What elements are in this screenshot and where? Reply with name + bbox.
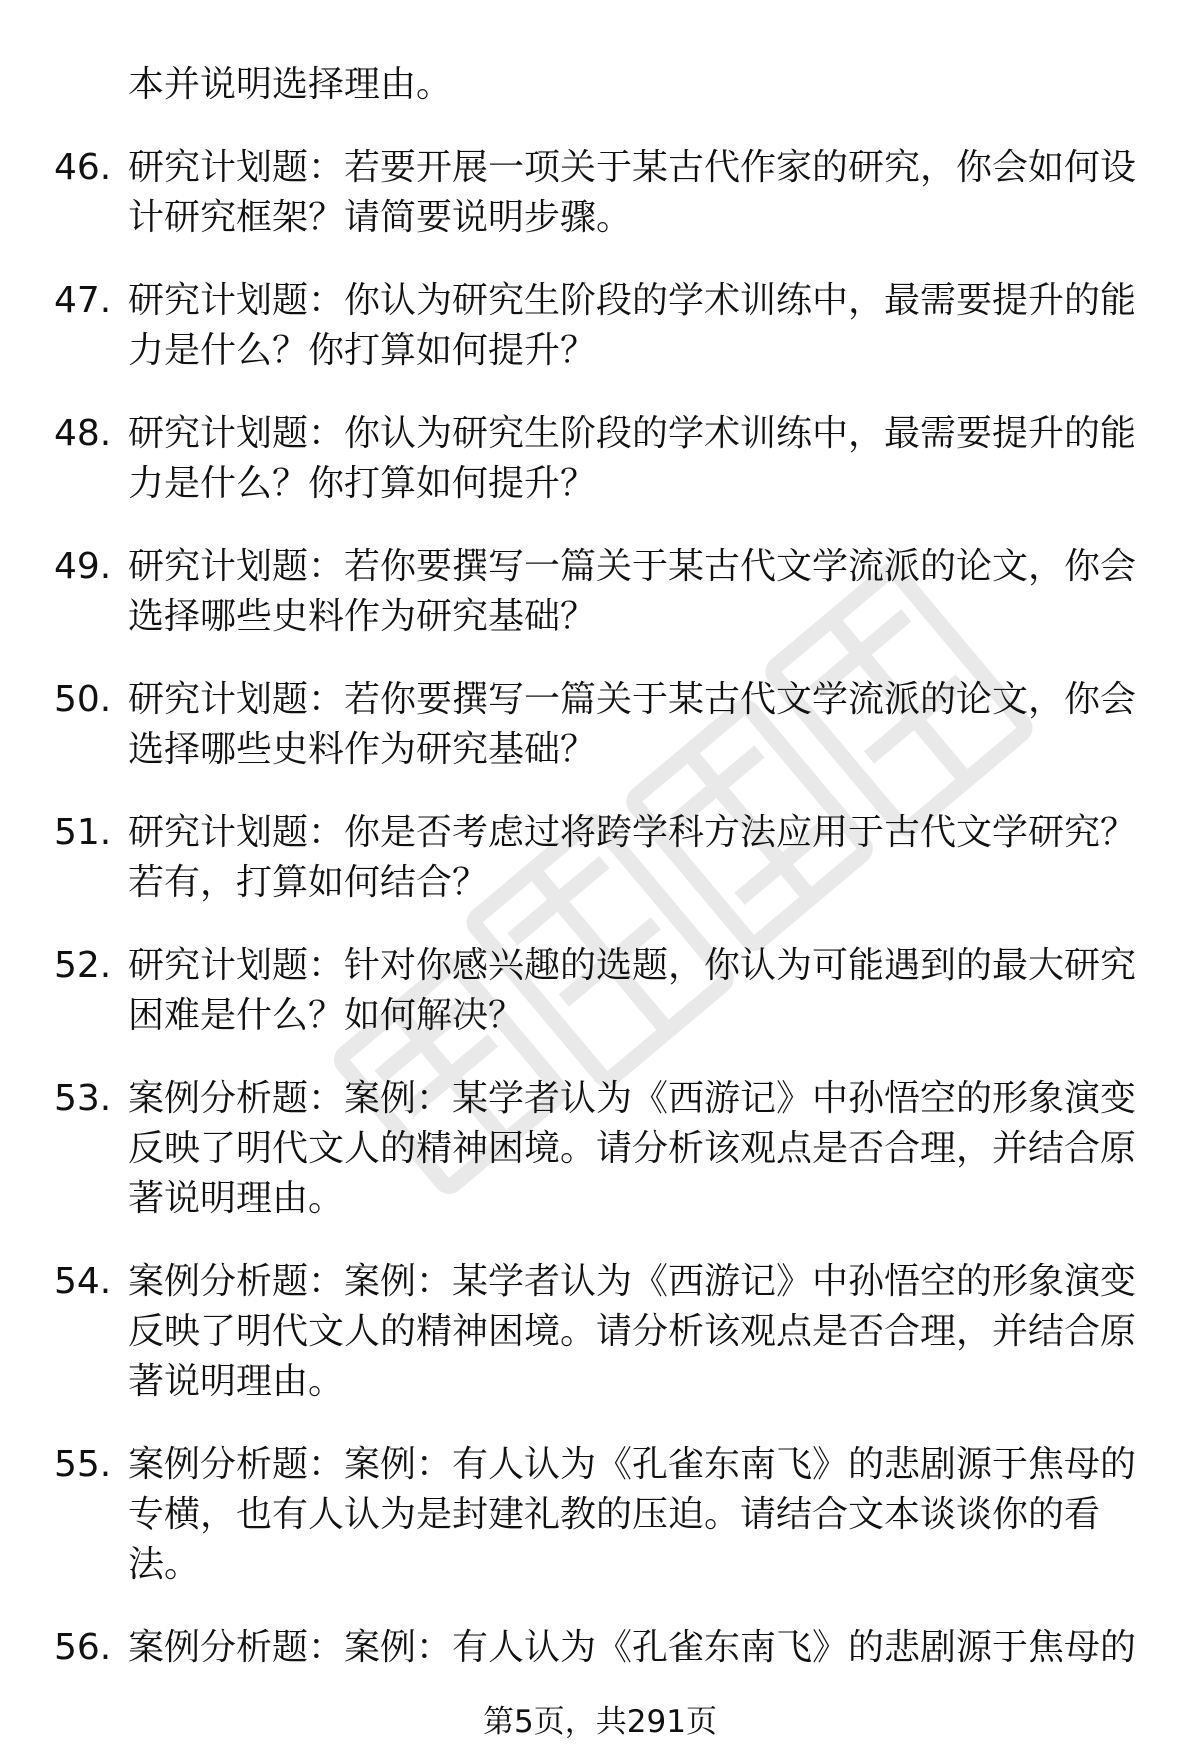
question-item [54, 409, 1144, 509]
question-item [54, 1623, 1144, 1673]
question-text: 研究计划题：你认为研究生阶段的学术训练中，最需要提升的能力是什么？你打算如何提升？ [128, 413, 1137, 504]
question-number: 46. [54, 147, 112, 188]
question-item [54, 542, 1144, 642]
question-number: 56. [54, 1627, 112, 1668]
question-number: 52. [54, 945, 112, 986]
page-footer: 第5页，共291页 [483, 1704, 717, 1740]
question-number: 54. [54, 1261, 112, 1302]
question-item [54, 941, 1144, 1041]
question-number: 49. [54, 546, 112, 587]
question-text: 研究计划题：针对你感兴趣的选题，你认为可能遇到的最大研究困难是什么？如何解决？ [128, 945, 1137, 1036]
question-item [54, 1257, 1144, 1407]
question-number: 50. [54, 679, 112, 720]
question-item [54, 1440, 1144, 1590]
question-text: 研究计划题：你认为研究生阶段的学术训练中，最需要提升的能力是什么？你打算如何提升？ [128, 280, 1137, 371]
question-item [54, 808, 1144, 908]
question-item [54, 143, 1144, 243]
question-text: 案例分析题：案例：某学者认为《西游记》中孙悟空的形象演变反映了明代文人的精神困境。请分析该观点是否合理，并结合原著说明理由。 [128, 1078, 1137, 1219]
question-item [54, 276, 1144, 376]
question-number: 53. [54, 1078, 112, 1119]
question-text: 案例分析题：案例：某学者认为《西游记》中孙悟空的形象演变反映了明代文人的精神困境。请分析该观点是否合理，并结合原著说明理由。 [128, 1261, 1137, 1402]
question-text: 研究计划题：若你要撰写一篇关于某古代文学流派的论文，你会选择哪些史料作为研究基础？ [128, 546, 1137, 637]
question-number: 51. [54, 812, 112, 853]
question-number: 47. [54, 280, 112, 321]
question-number: 55. [54, 1444, 112, 1485]
question-text: 案例分析题：案例：有人认为《孔雀东南飞》的悲剧源于焦母的专横，也有人认为是封建礼教的压迫。请结合文本谈谈你的看法。 [128, 1444, 1137, 1585]
question-item [54, 675, 1144, 775]
question-text: 案例分析题：案例：有人认为《孔雀东南飞》的悲剧源于焦母的 [128, 1627, 1137, 1668]
question-number: 48. [54, 413, 112, 454]
question-text: 研究计划题：若要开展一项关于某古代作家的研究，你会如何设计研究框架？请简要说明步骤。 [128, 147, 1137, 238]
question-list [54, 60, 1144, 1706]
continued-text: 本并说明选择理由。 [128, 64, 453, 105]
question-text: 研究计划题：你是否考虑过将跨学科方法应用于古代文学研究？若有，打算如何结合？ [128, 812, 1137, 903]
question-item [54, 1074, 1144, 1224]
question-text: 研究计划题：若你要撰写一篇关于某古代文学流派的论文，你会选择哪些史料作为研究基础？ [128, 679, 1137, 770]
